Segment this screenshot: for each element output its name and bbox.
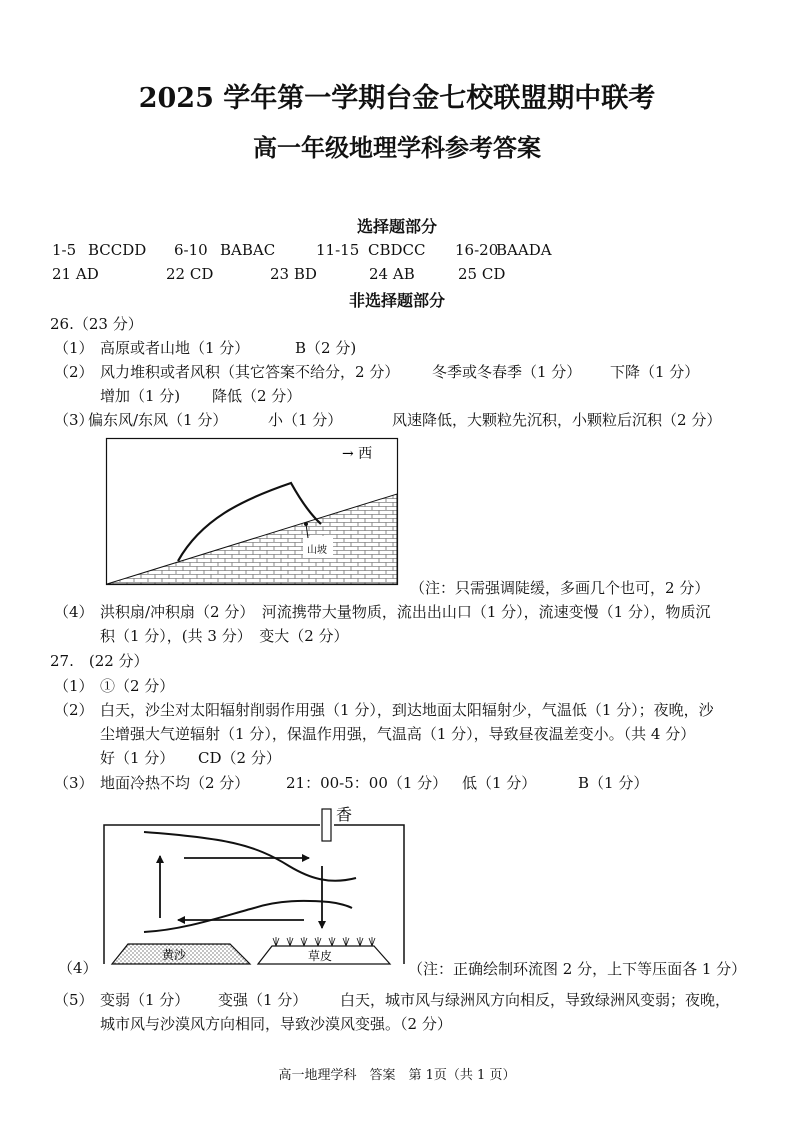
q27-p5-answer-b: 变强（1 分） [218,991,308,1009]
mcq-group-range: 6-10 [174,241,208,259]
q26-heading: 26.（23 分） [50,315,143,333]
q26-p2-answer-a: 风力堆积或者风积（其它答案不给分，2 分） [100,363,400,381]
mcq-group-answers: CBDCC [368,241,426,259]
lower-isobar [144,901,352,932]
q27-p2-line2: 尘增强大气逆辐射（1 分），保温作用强，气温高（1 分），导致昼夜温差变小。（共 4 分） [100,725,696,743]
mcq-group-answers: BABAC [220,241,276,259]
mcq-heading: 选择题部分 [356,217,437,236]
grass-blades [273,937,375,946]
mcq-group-range: 1-5 [52,241,77,259]
q26-p4-line2: 积（1 分），(共 3 分） 变大（2 分） [100,627,349,645]
mcq-group-answers: BAADA [496,241,552,259]
q26-fig-note: （注：只需强调陡缓，多画几个也可，2 分） [410,579,710,597]
q27-p5-answer-c: 白天，城市风与绿洲风方向相反，导致绿洲风变弱；夜晚， [340,991,731,1009]
q26-p3-answer-a: 偏东风/东风（1 分） [88,411,228,429]
q26-part-number: （3） [54,411,94,429]
q26-part-number: （1） [54,339,94,357]
q26-part-number: （2） [54,363,94,381]
mcq-multi-answer: 23 BD [270,265,317,283]
q26-p3-answer-b: 小（1 分） [268,411,343,429]
sand-label: 黄沙 [162,948,187,962]
incense-stick [322,809,331,841]
q27-p5-answer-a: 变弱（1 分） [100,991,190,1009]
label-dot [304,522,308,526]
q27-part-number: （2） [54,701,94,719]
mcq-group-answers: BCCDD [88,241,147,259]
q27-p5-line2: 城市风与沙漠风方向相同，导致沙漠风变强。（2 分） [100,1015,452,1033]
q27-p2-answer-b: CD（2 分） [198,749,281,767]
q27-part-number: （1） [54,677,94,695]
q27-p2-line1: 白天，沙尘对太阳辐射削弱作用强（1 分），到达地面太阳辐射少，气温低（1 分）；夜晚，沙 [100,701,714,719]
mcq-multi-answer: 22 CD [166,265,214,283]
dune-slope-diagram [106,438,408,586]
q26-p2-answer-c: 下降（1 分） [610,363,700,381]
q26-p2-answer-b: 冬季或冬春季（1 分） [432,363,582,381]
q27-part-number: （5） [54,991,94,1009]
q27-part-number: （3） [54,774,94,792]
nonmcq-heading: 非选择题部分 [348,291,445,310]
page-footer: 高一地理学科 答案 第 1页（共 1 页） [278,1068,516,1083]
q26-part-number: （4） [54,603,94,621]
thermal-circulation-diagram [104,800,404,968]
mcq-multi-answer: 21 AD [52,265,99,283]
q27-p1-answer: ①（2 分） [100,677,175,695]
mcq-multi-answer: 25 CD [458,265,506,283]
grass-label: 草皮 [308,949,333,963]
incense-label: 香 [336,805,353,824]
q27-p3-answer-c: 低（1 分） [462,774,537,792]
q26-p4-line1: 洪积扇/冲积扇（2 分） 河流携带大量物质，流出出山口（1 分），流速变慢（1 分），物质沉 [100,603,711,621]
page-subtitle: 高一年级地理学科参考答案 [253,133,541,162]
q27-p2-answer-a: 好（1 分） [100,749,175,767]
page-title: 2025 学年第一学期台金七校联盟期中联考 [138,83,656,114]
q26-p2-answer-d: 增加（1 分) [100,387,181,405]
mcq-group-range: 11-15 [316,241,360,259]
q27-p3-answer-d: B（1 分） [578,774,649,792]
q27-part-number: （4） [58,959,98,977]
q27-heading: 27. (22 分） [50,652,149,670]
mcq-multi-answer: 24 AB [369,265,415,283]
mcq-group-range: 16-20 [455,241,499,259]
q26-p1-answer-a: 高原或者山地（1 分） [100,339,250,357]
q27-fig-note: （注：正确绘制环流图 2 分，上下等压面各 1 分） [408,960,747,978]
q27-p3-answer-a: 地面冷热不均（2 分） [100,774,250,792]
q26-p3-answer-c: 风速降低，大颗粒先沉积，小颗粒后沉积（2 分） [392,411,722,429]
west-direction-label: → 西 [342,446,373,462]
q26-p1-answer-b: B（2 分) [295,339,357,357]
q27-p3-answer-b: 21：00-5：00（1 分） [286,774,448,792]
q26-p2-answer-e: 降低（2 分） [212,387,302,405]
slope-label: 山坡 [307,545,327,556]
